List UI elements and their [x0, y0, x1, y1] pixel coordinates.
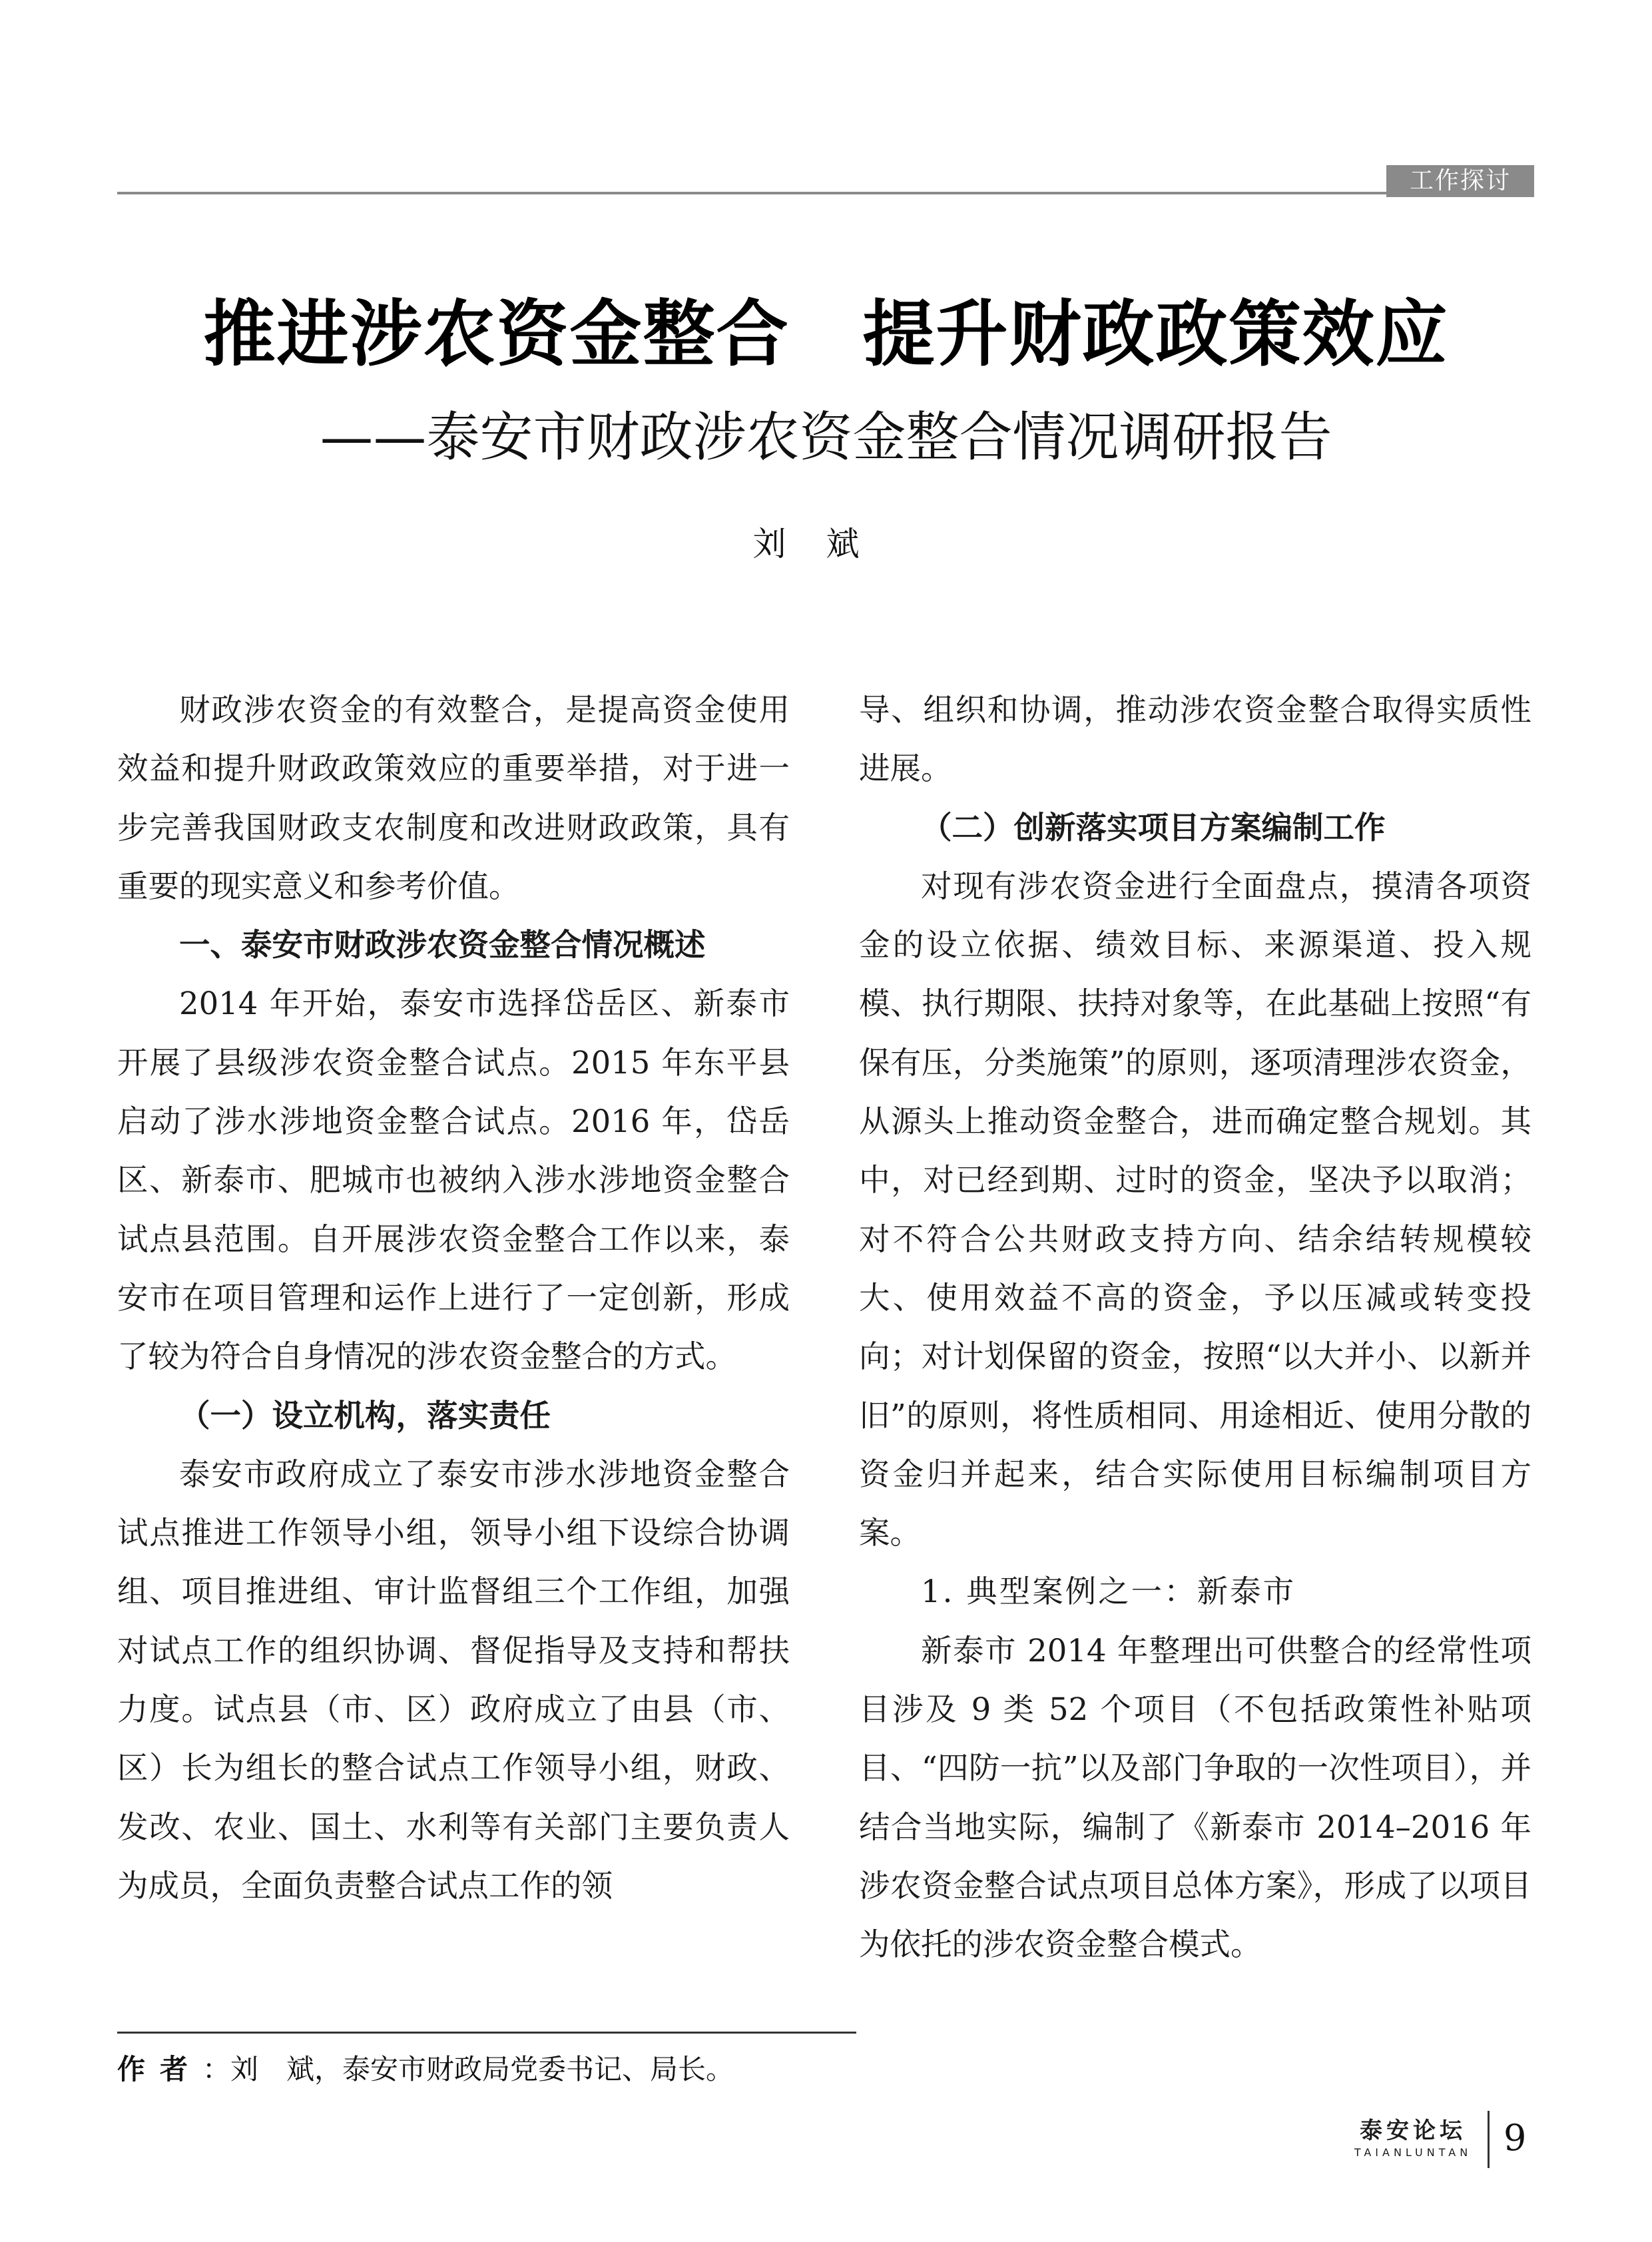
journal-name-latin: TAIANLUNTAN: [1354, 2146, 1472, 2159]
article-title: 推进涉农资金整合 提升财政政策效应: [203, 292, 1449, 376]
footer-divider: [1488, 2111, 1490, 2168]
author-footnote: [117, 2050, 1049, 2090]
body-paragraph: 新泰市 2014 年整理出可供整合的经常性项目涉及 9 类 52 个项目（不包括政策性补贴项目、“四防一抗”以及部门争取的一次性项目），并结合当地实际，编制了《新泰市 2014–2016 年涉农资金整合试点项目总体方案》，形成了以项目为依托的涉农资金整合模式。: [859, 1632, 1531, 1963]
journal-brand: [1346, 2116, 1480, 2160]
intro-paragraph: 财政涉农资金的有效整合，是提高资金使用效益和提升财政政策效应的重要举措，对于进一步完善我国财政支农制度和改进财政政策，具有重要的现实意义和参考价值。: [117, 692, 790, 904]
header-rule: [117, 192, 1521, 194]
body-paragraph-continued: 导、组织和协调，推动涉农资金整合取得实质性进展。: [859, 692, 1531, 787]
author-byline: 刘斌: [752, 525, 900, 563]
article-subtitle: ——泰安市财政涉农资金整合情况调研报告: [320, 406, 1332, 468]
left-column: [117, 681, 790, 1915]
footnote-rule: [117, 2032, 856, 2034]
body-paragraph: 泰安市政府成立了泰安市涉水涉地资金整合试点推进工作领导小组，领导小组下设综合协调组、项目推进组、审计监督组三个工作组，加强对试点工作的组织协调、督促指导及支持和帮扶力度。试点县（市、区）政府成立了由县（市、区）长为组长的整合试点工作领导小组，财政、发改、农业、国土、水利等有关部门主要负责人为成员，全面负责整合试点工作的领: [117, 1456, 790, 1904]
footnote-label: 作者: [117, 2053, 203, 2086]
section-heading: 一、泰安市财政涉农资金整合情况概述: [179, 927, 706, 964]
right-column: [859, 681, 1531, 1974]
body-paragraph: 2014 年开始，泰安市选择岱岳区、新泰市开展了县级涉农资金整合试点。2015 年东平县启动了涉水涉地资金整合试点。2016 年，岱岳区、新泰市、肥城市也被纳入涉水涉地资金整合试点县范围。自开展涉农资金整合工作以来，泰安市在项目管理和运作上进行了一定创新，形成了较为符合自身情况的涉农资金整合的方式。: [117, 985, 790, 1375]
page-number: 9: [1504, 2117, 1527, 2159]
body-paragraph: 对现有涉农资金进行全面盘点，摸清各项资金的设立依据、绩效目标、来源渠道、投入规模、执行期限、扶持对象等，在此基础上按照“有保有压，分类施策”的原则，逐项清理涉农资金，从源头上推动资金整合，进而确定整合规划。其中，对已经到期、过时的资金，坚决予以取消；对不符合公共财政支持方向、结余结转规模较大、使用效益不高的资金，予以压减或转变投向；对计划保留的资金，按照“以大并小、以新并旧”的原则，将性质相同、用途相近、使用分散的资金归并起来，结合实际使用目标编制项目方案。: [859, 868, 1531, 1551]
case-heading: 1. 典型案例之一：新泰市: [921, 1573, 1296, 1610]
subsection-heading: （一）设立机构，落实责任: [179, 1396, 551, 1434]
journal-name: 泰安论坛: [1360, 2117, 1466, 2144]
footnote-text: ：刘 斌，泰安市财政局党委书记、局长。: [202, 2053, 734, 2086]
section-tag: 工作探讨: [1386, 165, 1534, 197]
subsection-heading: （二）创新落实项目方案编制工作: [921, 808, 1386, 846]
